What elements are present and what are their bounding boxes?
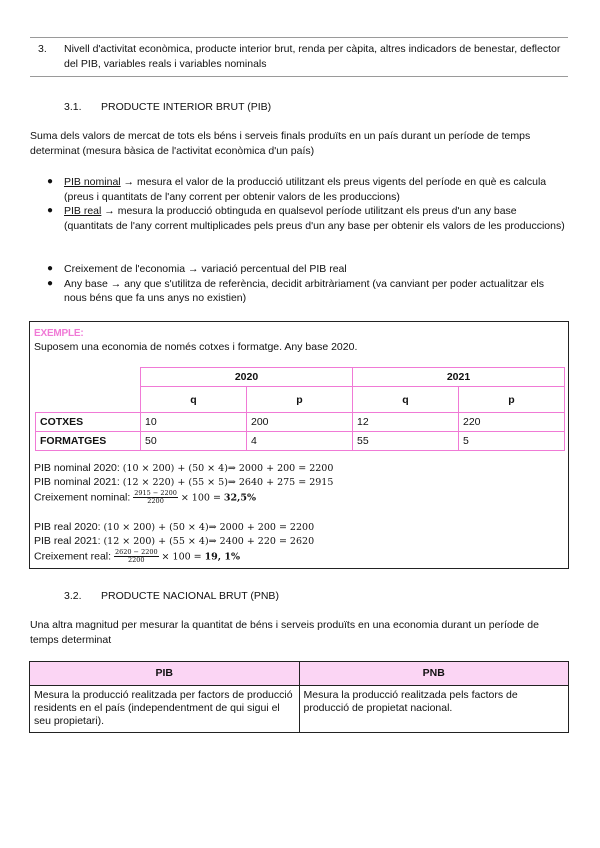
col-header-p: p (459, 387, 565, 413)
math-expr: (10 × 200) + (50 × 4)⇒ 2000 + 200 = 2200 (122, 463, 334, 474)
calc-growth-nominal: Creixement nominal: $\frac{2915 - 2200}{2200}$ × 100 = 32,5% (34, 489, 256, 505)
header-pnb: PNB (299, 662, 569, 686)
base-year-text: Any base → any que s'utilitza de referència, decidit arbitràriament (va canviant per poder actualitzar els nous béns que fa uns anys no existien) (64, 277, 545, 304)
table-row (36, 413, 565, 432)
term-pib-nominal: PIB nominal (64, 176, 121, 188)
fraction: $\frac{2915 - 2200}{2200}$ (134, 489, 177, 505)
bullet-icon: ● (47, 205, 54, 216)
table-cell: 200 (247, 413, 353, 432)
list-item (30, 277, 568, 306)
year-header-2021: 2021 (353, 368, 565, 387)
table-cell: 55 (353, 432, 459, 451)
math-expr: (12 × 200) + (55 × 4)⇒ 2400 + 220 = 2620 (103, 535, 315, 547)
pib-definition: Suma dels valors de mercat de tots els béns i serveis finals produïts en un país durant un període de temps determinat (mesura bàsica de l'activitat econòmica d'un país) (30, 130, 531, 157)
subsection-3-1-number: 3.1. (64, 101, 82, 113)
pib-types-list (30, 175, 568, 233)
pib-nominal-text: → mesura el valor de la producció utilitzant els preus vigents del període en què es calcula (preus i quantitats de l'any corrent per obtenir valors de les produccions) (64, 176, 547, 203)
row-label-cotxes: COTXES (36, 413, 141, 432)
table-row (36, 368, 565, 387)
row-label-formatges: FORMATGES (36, 432, 141, 451)
col-header-q: q (353, 387, 459, 413)
calc-growth-real: Creixement real: $\frac{2620 - 2200}{2200}$ × 100 = 19, 1% (34, 548, 241, 564)
subsection-3-2-number: 3.2. (64, 590, 82, 602)
cell-pib-description: Mesura la producció realitzada per factors de producció residents en el país (independentment de qui sigui el seu propietari). (30, 686, 300, 733)
subsection-3-2-heading (64, 590, 279, 602)
example-box (29, 321, 569, 569)
subsection-3-2-title: PRODUCTE NACIONAL BRUT (PNB) (101, 590, 279, 602)
example-intro: Suposem una economia de només cotxes i formatge. Any base 2020. (34, 341, 358, 353)
table-row (30, 686, 569, 733)
col-header-q: q (141, 387, 247, 413)
table-cell: 5 (459, 432, 565, 451)
pib-pnb-comparison-table (29, 661, 569, 733)
subsection-3-1-heading (64, 101, 271, 113)
table-row (36, 432, 565, 451)
pib-real-text: → mesura la producció obtinguda en qualsevol període utilitzant els preus d'un any base (quantitats de l'any corrent multiplicades pels preus d'un any base per obtenir els valors de les produccions) (64, 205, 565, 232)
header-pib: PIB (30, 662, 300, 686)
list-item (30, 175, 568, 204)
section-rule (30, 76, 568, 77)
subsection-3-1-title: PRODUCTE INTERIOR BRUT (PIB) (101, 101, 272, 113)
calc-nominal-2020: PIB nominal 2020: (10 × 200) + (50 × 4)⇒ 2000 + 200 = 2200 (34, 462, 334, 474)
table-cell: 220 (459, 413, 565, 432)
table-cell: 4 (247, 432, 353, 451)
cell-pnb-description: Mesura la producció realitzada pels factors de producció de propietat nacional. (299, 686, 569, 733)
math-expr: (10 × 200) + (50 × 4)⇒ 2000 + 200 = 2200 (103, 522, 315, 533)
bullet-icon: ● (47, 277, 54, 289)
table-row (36, 387, 565, 413)
example-label: EXEMPLE: (34, 328, 84, 339)
math-expr: (12 × 220) + (55 × 5)⇒ 2640 + 275 = 2915 (122, 476, 334, 488)
fraction: $\frac{2620 - 2200}{2200}$ (114, 548, 158, 564)
table-cell: 50 (141, 432, 247, 451)
section-3-heading (38, 42, 563, 72)
bullet-icon: ● (47, 263, 54, 274)
col-header-p: p (247, 387, 353, 413)
calc-real-2021: PIB real 2021: (12 × 200) + (55 × 4)⇒ 2400 + 220 = 2620 (34, 534, 315, 547)
growth-text: Creixement de l'economia → variació percentual del PIB real (64, 263, 347, 275)
term-pib-real: PIB real (64, 205, 102, 217)
table-row (30, 662, 569, 686)
growth-list (30, 262, 568, 306)
table-cell: 12 (353, 413, 459, 432)
section-3-title: Nivell d'activitat econòmica, producte interior brut, renda per càpita, altres indicadors de benestar, deflector del PIB, variables reals i variables nominals (64, 43, 561, 70)
real-calculations (34, 521, 314, 564)
growth-nominal-result: 32,5% (223, 492, 256, 504)
nominal-calculations (34, 462, 333, 505)
pnb-definition: Una altra magnitud per mesurar la quantitat de béns i serveis produïts en una economia durant un període de temps determinat (30, 619, 539, 646)
bullet-icon: ● (47, 176, 54, 187)
section-3-number: 3. (38, 43, 47, 55)
quantities-prices-table (35, 367, 565, 451)
calc-real-2020: PIB real 2020: (10 × 200) + (50 × 4)⇒ 2000 + 200 = 2200 (34, 521, 315, 533)
top-rule (30, 37, 568, 38)
calc-nominal-2021: PIB nominal 2021: (12 × 220) + (55 × 5)⇒ 2640 + 275 = 2915 (34, 475, 334, 488)
list-item (30, 262, 568, 277)
table-cell: 10 (141, 413, 247, 432)
growth-real-result: 19, 1% (204, 551, 241, 563)
list-item (30, 204, 568, 233)
year-header-2020: 2020 (141, 368, 353, 387)
